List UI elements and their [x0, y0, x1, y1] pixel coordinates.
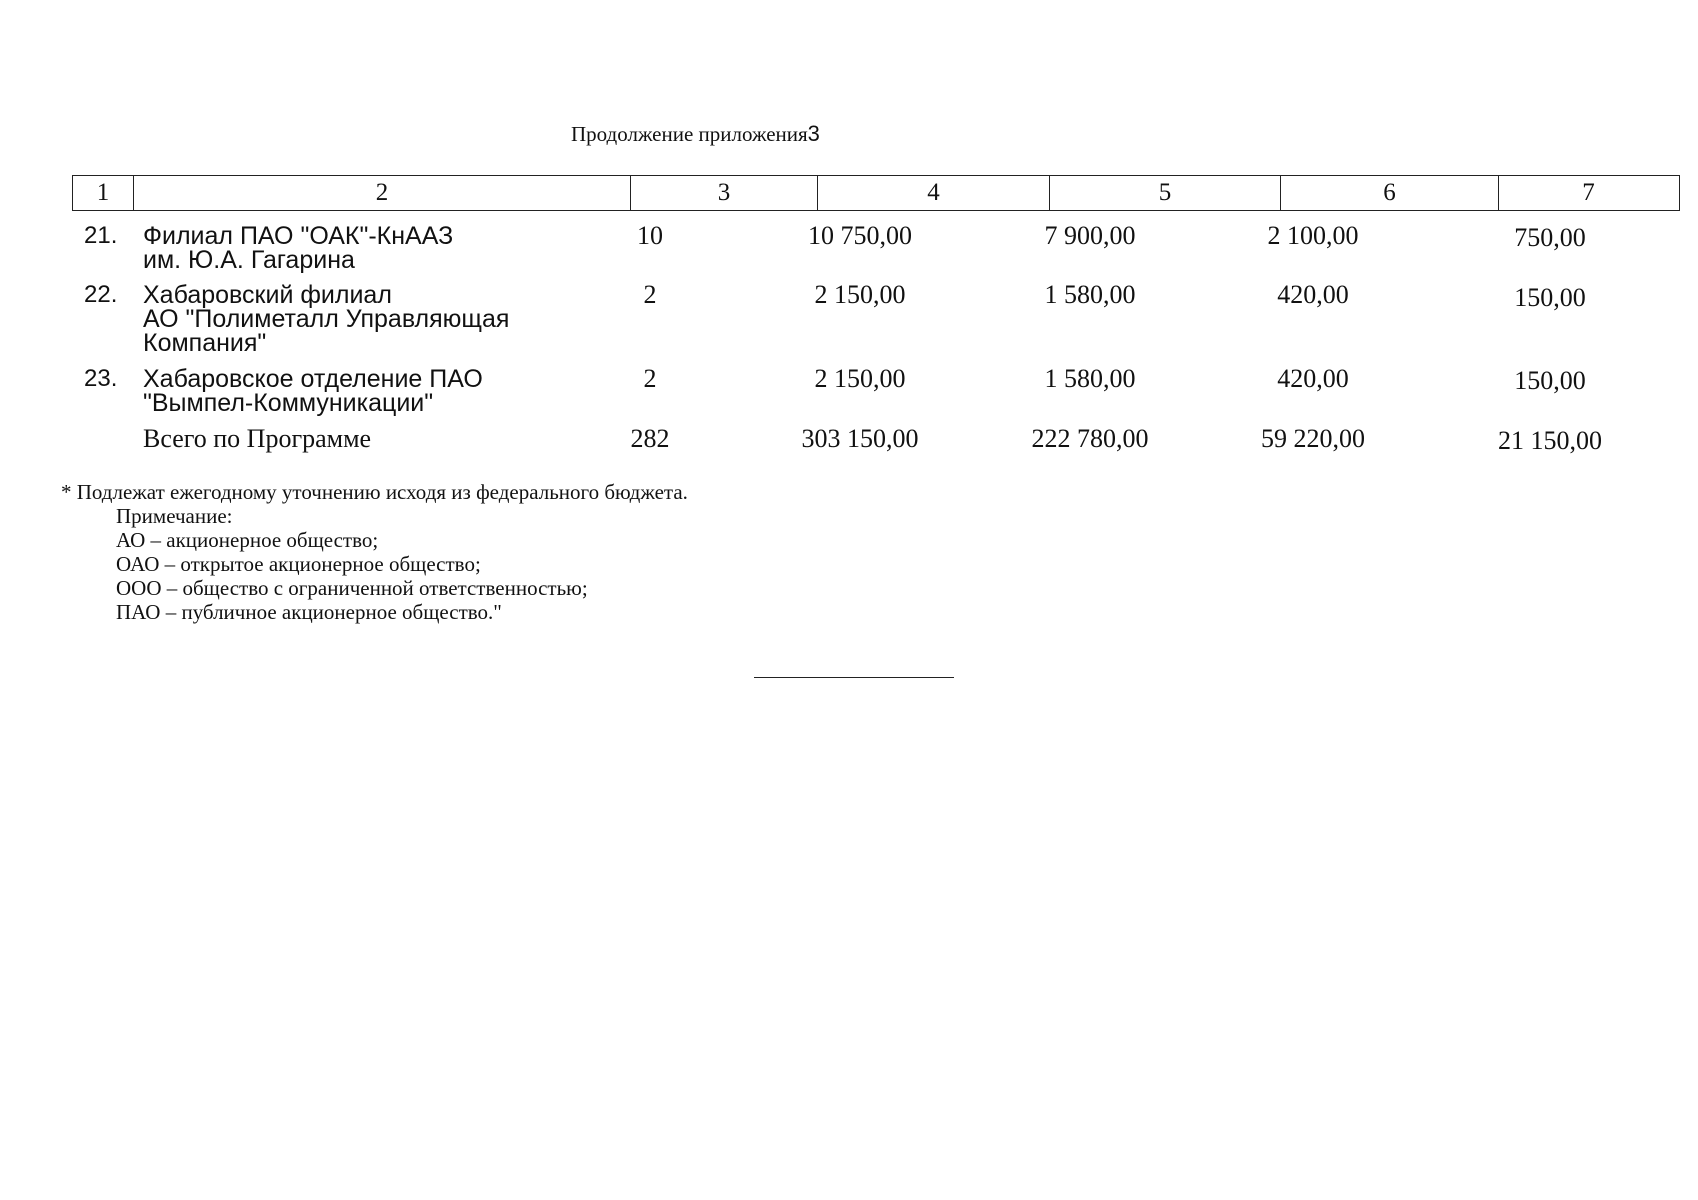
column-number: 7 [1498, 176, 1678, 210]
total-col6: 59 220,00 [1261, 424, 1365, 453]
column-number: 6 [1280, 176, 1498, 210]
row-col6: 2 100,00 [1267, 221, 1359, 250]
total-col5: 222 780,00 [1031, 424, 1149, 453]
row-col7: 750,00 [1514, 223, 1586, 252]
note-line: АО – акционерное общество; [116, 528, 379, 552]
row-col5: 1 580,00 [1044, 364, 1136, 393]
row-name [143, 283, 509, 355]
row-col7: 150,00 [1514, 283, 1586, 312]
total-col4: 303 150,00 [801, 424, 919, 453]
row-index: 21. [84, 222, 118, 249]
row-index: 23. [84, 365, 118, 392]
note-line: Примечание: [116, 504, 233, 528]
row-col6: 420,00 [1277, 280, 1349, 309]
footnote: * Подлежат ежегодному уточнению исходя из федерального бюджета. [61, 480, 688, 504]
note-line: ПАО – публичное акционерное общество." [116, 600, 502, 624]
row-name-line: АО "Полиметалл Управляющая [143, 305, 510, 333]
column-number: 5 [1049, 176, 1280, 210]
row-name-line: Филиал ПАО "ОАК"-КнААЗ [143, 222, 454, 250]
row-name-line: Хабаровский филиал [143, 281, 392, 309]
end-divider [754, 677, 954, 678]
column-number: 2 [133, 176, 630, 210]
note-line: ОАО – открытое акционерное общество; [116, 552, 481, 576]
row-col5: 1 580,00 [1044, 280, 1136, 309]
column-number: 1 [96, 179, 110, 206]
row-name-line: "Вымпел-Коммуникации" [143, 389, 434, 417]
total-col7: 21 150,00 [1498, 426, 1602, 455]
row-col6: 420,00 [1277, 364, 1349, 393]
row-name [143, 224, 453, 272]
column-number: 4 [817, 176, 1049, 210]
row-col4: 2 150,00 [814, 364, 906, 393]
row-name-line: Компания" [143, 329, 267, 357]
row-col5: 7 900,00 [1044, 221, 1136, 250]
heading-number: 3 [807, 121, 820, 146]
row-col3: 2 [643, 364, 657, 393]
heading-text: Продолжение приложения [571, 122, 808, 146]
row-col4: 2 150,00 [814, 280, 906, 309]
total-col3: 282 [630, 424, 670, 453]
column-number: 3 [630, 176, 817, 210]
row-name [143, 367, 483, 415]
row-col3: 2 [643, 280, 657, 309]
row-index: 22. [84, 281, 118, 308]
row-col7: 150,00 [1514, 366, 1586, 395]
row-col3: 10 [637, 221, 663, 250]
note-line: ООО – общество с ограниченной ответственностью; [116, 576, 588, 600]
notes-block [61, 480, 688, 624]
column-number-header [72, 175, 1680, 211]
row-name-line: им. Ю.А. Гагарина [143, 246, 355, 274]
total-label: Всего по Программе [143, 424, 372, 453]
row-name-line: Хабаровское отделение ПАО [143, 365, 483, 393]
page-heading [571, 121, 820, 147]
row-col4: 10 750,00 [808, 221, 912, 250]
